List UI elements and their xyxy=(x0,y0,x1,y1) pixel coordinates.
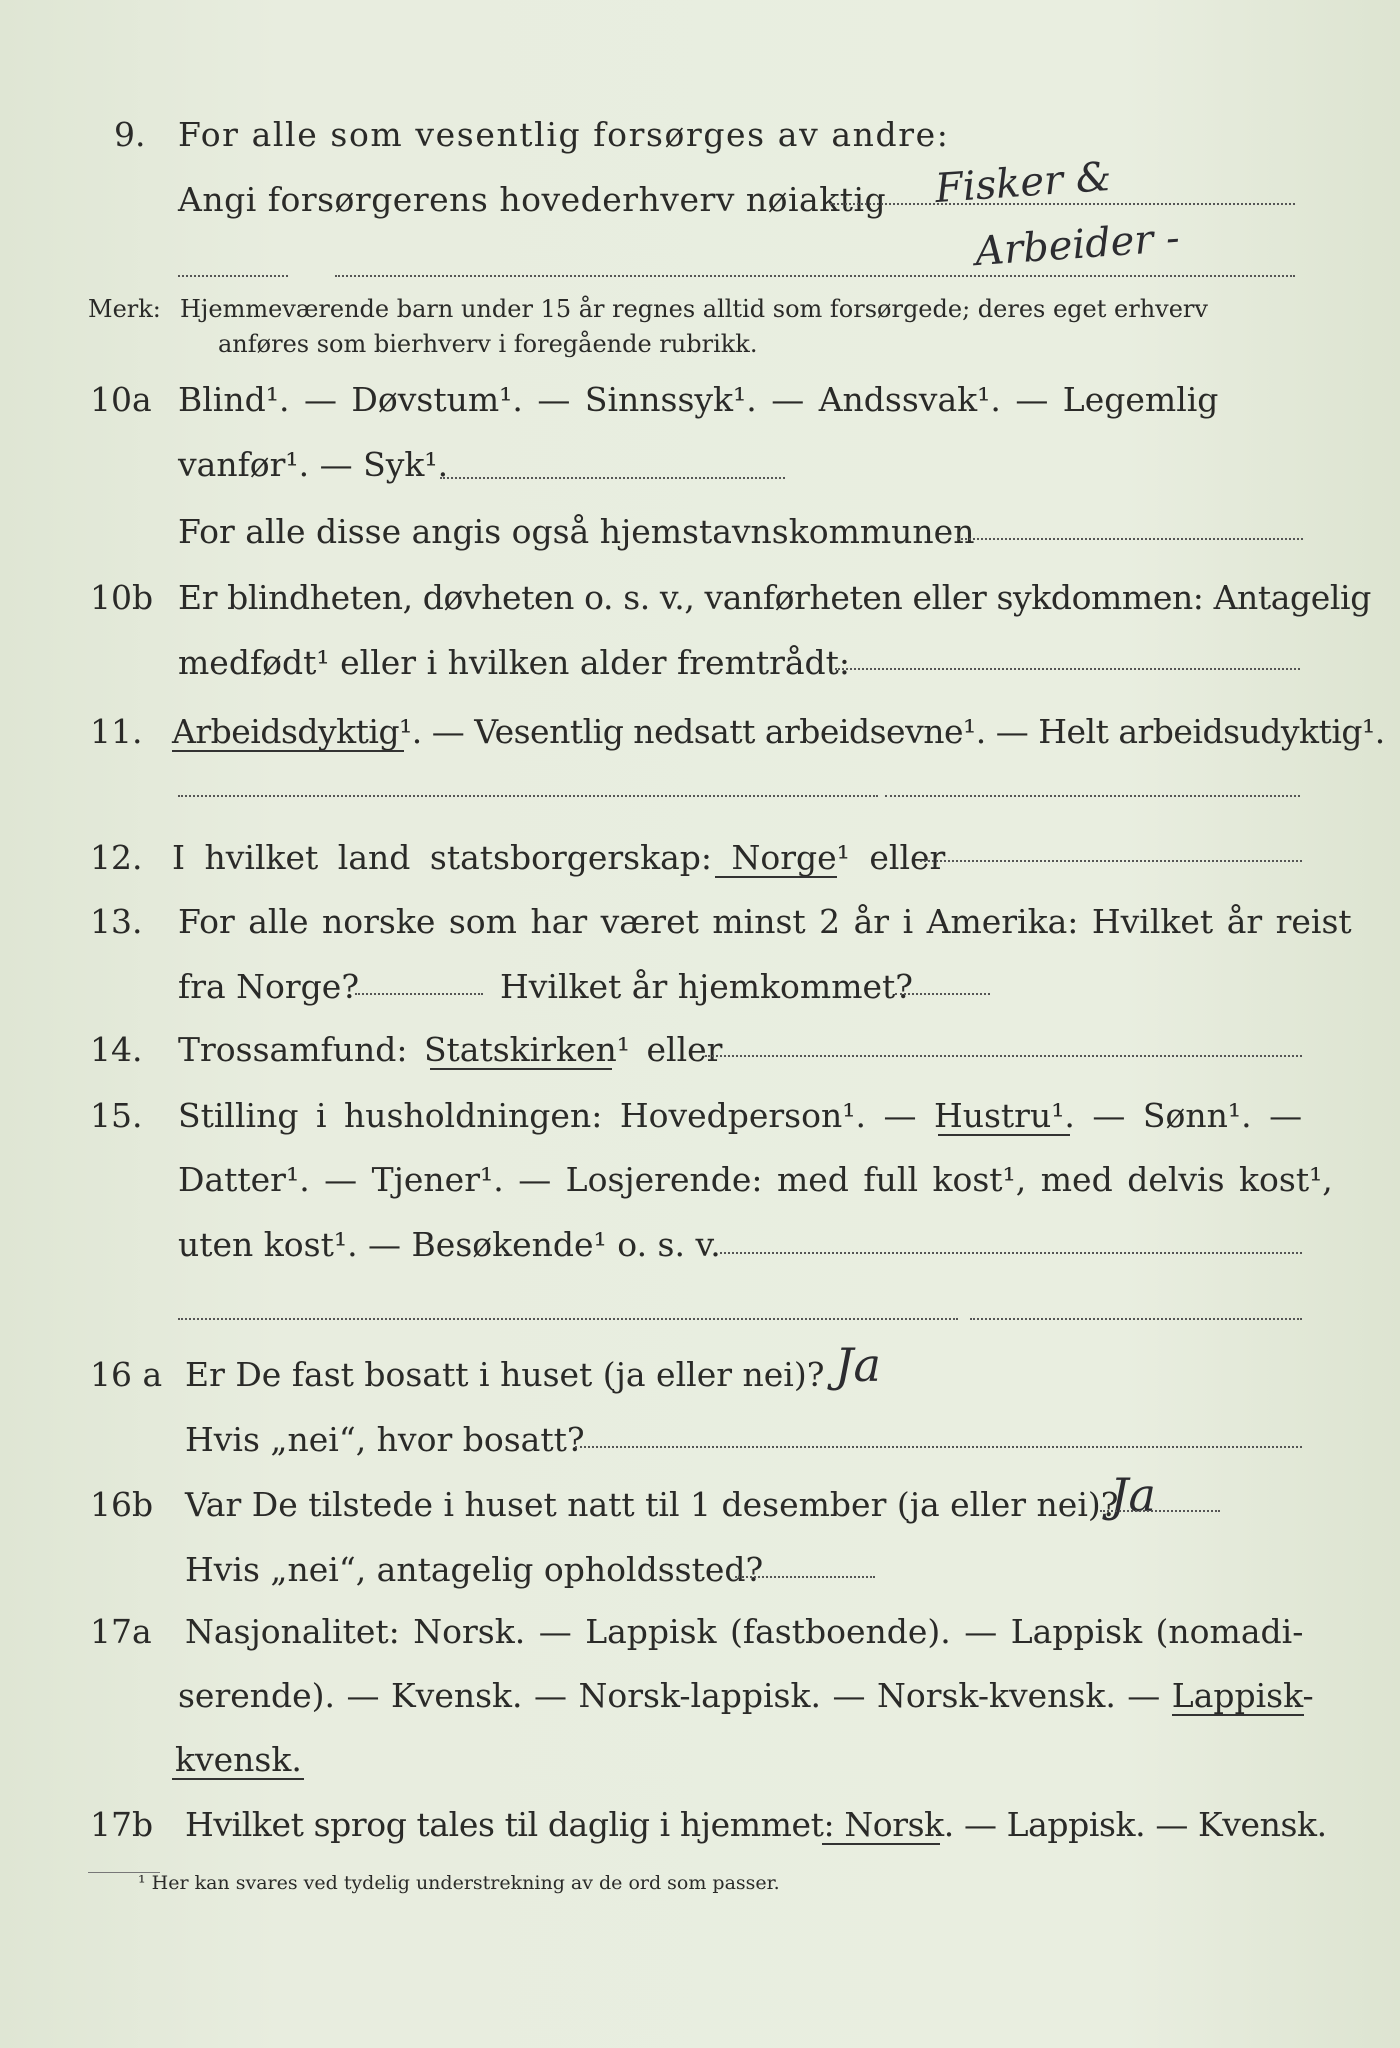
q14-number: 14. xyxy=(90,1030,143,1069)
q10a-answer-line xyxy=(440,477,785,479)
q17a-underline-kvensk xyxy=(172,1778,304,1780)
q10a-number: 10a xyxy=(90,380,152,419)
q11-underline-arbeidsdyktig xyxy=(172,750,404,752)
q9-line1: For alle som vesentlig forsørges av andre: xyxy=(178,115,950,154)
q16a-number: 16 a xyxy=(90,1355,163,1394)
q12-answer-line xyxy=(920,860,1302,862)
q17b-number: 17b xyxy=(90,1805,154,1844)
q17a-line1: Nasjonalitet: Norsk. — Lappisk (fastboende). — Lappisk (nomadi- xyxy=(185,1612,1304,1651)
q15-answer-line xyxy=(720,1252,1302,1254)
q15-line3: uten kost¹. — Besøkende¹ o. s. v. xyxy=(178,1225,721,1264)
q16b-handwritten-answer: Ja xyxy=(1110,1468,1156,1522)
q12-underline-norge xyxy=(715,876,837,878)
q16a-handwritten-answer: Ja xyxy=(835,1338,881,1392)
q15-underline-hustru xyxy=(938,1134,1070,1136)
q11-answer-line-a xyxy=(178,795,878,797)
q14-underline-statskirken xyxy=(430,1068,612,1070)
merk-line1: Hjemmeværende barn under 15 år regnes alltid som forsørgede; deres eget erhverv xyxy=(180,295,1208,323)
footnote: ¹ Her kan svares ved tydelig understrekning av de ord som passer. xyxy=(138,1872,780,1894)
q15-extra-line-b xyxy=(970,1318,1302,1320)
q10a-hjemstavn-line xyxy=(958,538,1303,540)
q13-line1: For alle norske som har været minst 2 år i Amerika: Hvilket år reist xyxy=(178,902,1352,941)
q13-hjemkommet-line xyxy=(895,993,990,995)
q12-number: 12. xyxy=(90,838,143,877)
q14-line1: Trossamfund: Statskirken¹ eller xyxy=(178,1030,723,1069)
q12-line1: I hvilket land statsborgerskap: Norge¹ eller xyxy=(172,838,946,877)
q15-line2: Datter¹. — Tjener¹. — Losjerende: med full kost¹, med delvis kost¹, xyxy=(178,1160,1333,1199)
q17a-line2: serende). — Kvensk. — Norsk-lappisk. — Norsk-kvensk. — Lappisk- xyxy=(178,1676,1314,1715)
q14-answer-line xyxy=(705,1055,1302,1057)
q16a-answer-line xyxy=(575,1446,1302,1448)
q10a-line3: For alle disse angis også hjemstavnskommunen xyxy=(178,512,975,551)
q11-number: 11. xyxy=(90,712,143,751)
q9-handwritten-2: Arbeider - xyxy=(973,214,1182,276)
q9-answer-line2b xyxy=(335,275,1295,277)
q16a-line2: Hvis „nei“, hvor bosatt? xyxy=(185,1420,585,1459)
q13-line2a: fra Norge? xyxy=(178,967,360,1006)
q13-number: 13. xyxy=(90,902,143,941)
q9-answer-line2a xyxy=(178,275,288,277)
q17b-line1: Hvilket sprog tales til daglig i hjemmet: Norsk. — Lappisk. — Kvensk. xyxy=(185,1805,1327,1844)
q10b-answer-line xyxy=(835,668,1300,670)
q16b-opholdssted-line xyxy=(735,1576,875,1578)
q13-line2b: Hvilket år hjemkommet? xyxy=(500,967,913,1006)
merk-label: Merk: xyxy=(88,295,161,323)
q9-handwritten-1: Fisker & xyxy=(933,153,1113,213)
q11-answer-line-b xyxy=(885,795,1300,797)
q15-line1: Stilling i husholdningen: Hovedperson¹. — Hustru¹. — Sønn¹. — xyxy=(178,1096,1303,1135)
q10a-line1: Blind¹. — Døvstum¹. — Sinnssyk¹. — Andssvak¹. — Legemlig xyxy=(178,380,1219,419)
q10b-line2: medfødt¹ eller i hvilken alder fremtrådt: xyxy=(178,643,851,682)
q15-extra-line-a xyxy=(178,1318,958,1320)
q16b-number: 16b xyxy=(90,1485,154,1524)
q13-reist-line xyxy=(355,993,483,995)
merk-line2: anføres som bierhverv i foregående rubrikk. xyxy=(218,330,758,358)
q10b-line1: Er blindheten, døvheten o. s. v., vanførheten eller sykdommen: Antagelig xyxy=(178,578,1371,617)
q15-number: 15. xyxy=(90,1096,143,1135)
q17b-underline-norsk xyxy=(822,1843,940,1845)
q16b-line2: Hvis „nei“, antagelig opholdssted? xyxy=(185,1550,764,1589)
q9-number: 9. xyxy=(114,115,146,154)
q16b-answer-line xyxy=(1100,1510,1220,1512)
q16b-line1: Var De tilstede i huset natt til 1 desember (ja eller nei)? xyxy=(185,1485,1119,1524)
q10b-number: 10b xyxy=(90,578,154,617)
q11-line1: Arbeidsdyktig¹. — Vesentlig nedsatt arbeidsevne¹. — Helt arbeidsudyktig¹. xyxy=(172,712,1385,751)
q9-line2: Angi forsørgerens hovederhverv nøiaktig xyxy=(178,180,887,219)
q10a-line2: vanfør¹. — Syk¹. xyxy=(178,445,449,484)
q17a-underline-lappisk xyxy=(1172,1714,1304,1716)
q17a-line3: kvensk. xyxy=(175,1740,302,1779)
q17a-number: 17a xyxy=(90,1612,152,1651)
q16a-line1: Er De fast bosatt i huset (ja eller nei)? xyxy=(185,1355,825,1394)
